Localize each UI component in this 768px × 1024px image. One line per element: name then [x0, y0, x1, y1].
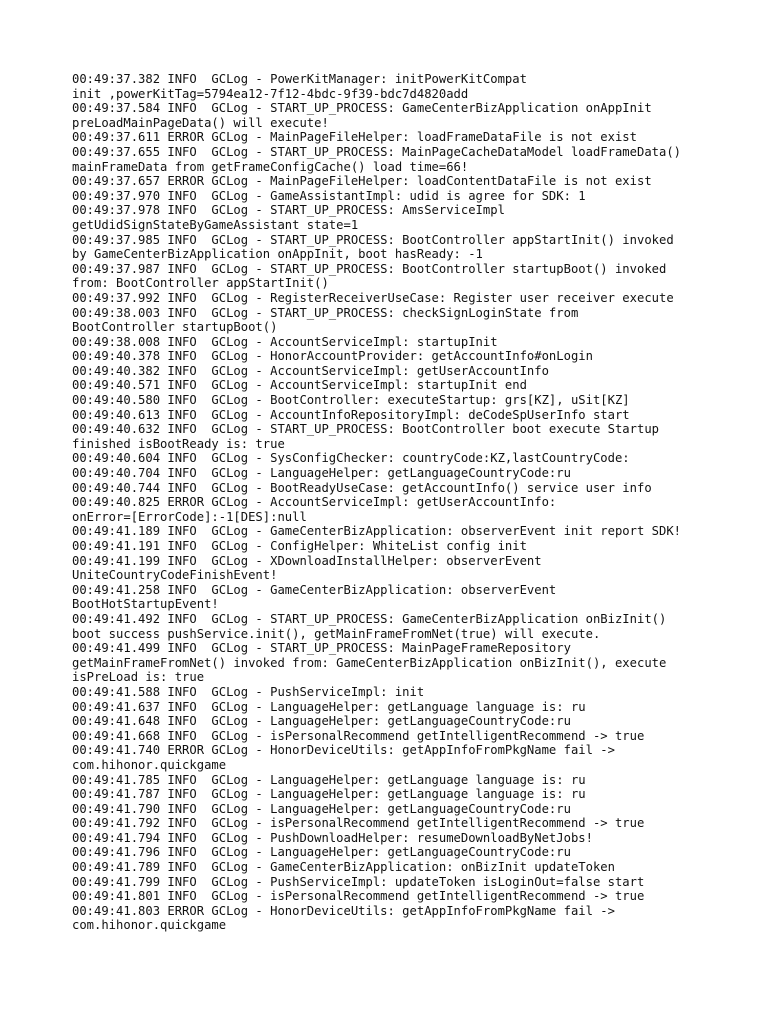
log-line: 00:49:41.803 ERROR GCLog - HonorDeviceUtils: getAppInfoFromPkgName fail ->	[72, 903, 615, 918]
log-line: 00:49:41.792 INFO GCLog - isPersonalRecommend getIntelligentRecommend -> true	[72, 816, 645, 831]
log-line: 00:49:41.492 INFO GCLog - START_UP_PROCESS: GameCenterBizApplication onBizInit()	[72, 611, 667, 626]
log-line: 00:49:38.003 INFO GCLog - START_UP_PROCESS: checkSignLoginState from	[72, 305, 579, 320]
log-line: 00:49:37.655 INFO GCLog - START_UP_PROCESS: MainPageCacheDataModel loadFrameData()	[72, 144, 682, 159]
log-line: BootHotStartupEvent!	[72, 597, 219, 612]
log-line: 00:49:41.796 INFO GCLog - LanguageHelper: getLanguageCountryCode:ru	[72, 845, 571, 860]
log-line: mainFrameData from getFrameConfigCache() load time=66!	[72, 159, 469, 174]
log-line: by GameCenterBizApplication onAppInit, boot hasReady: -1	[72, 247, 483, 262]
log-line: 00:49:41.258 INFO GCLog - GameCenterBizApplication: observerEvent	[72, 582, 557, 597]
log-line: 00:49:38.008 INFO GCLog - AccountServiceImpl: startupInit	[72, 334, 498, 349]
log-line: isPreLoad is: true	[72, 670, 205, 685]
log-line: 00:49:37.611 ERROR GCLog - MainPageFileHelper: loadFrameDataFile is not exist	[72, 130, 637, 145]
log-line: preLoadMainPageData() will execute!	[72, 115, 329, 130]
log-line: 00:49:40.704 INFO GCLog - LanguageHelper: getLanguageCountryCode:ru	[72, 466, 571, 481]
log-line: 00:49:41.740 ERROR GCLog - HonorDeviceUtils: getAppInfoFromPkgName fail ->	[72, 743, 615, 758]
log-line: 00:49:41.787 INFO GCLog - LanguageHelper: getLanguage language is: ru	[72, 787, 586, 802]
log-line: 00:49:41.588 INFO GCLog - PushServiceImpl: init	[72, 684, 425, 699]
log-line: boot success pushService.init(), getMainFrameFromNet(true) will execute.	[72, 626, 601, 641]
log-line: 00:49:40.613 INFO GCLog - AccountInfoRepositoryImpl: deCodeSpUserInfo start	[72, 407, 630, 422]
log-line: getMainFrameFromNet() invoked from: GameCenterBizApplication onBizInit(), execute	[72, 655, 667, 670]
log-line: 00:49:37.987 INFO GCLog - START_UP_PROCESS: BootController startupBoot() invoked	[72, 261, 667, 276]
log-line: 00:49:41.799 INFO GCLog - PushServiceImpl: updateToken isLoginOut=false start	[72, 874, 645, 889]
log-line: 00:49:41.801 INFO GCLog - isPersonalRecommend getIntelligentRecommend -> true	[72, 889, 645, 904]
log-line: 00:49:37.992 INFO GCLog - RegisterReceiverUseCase: Register user receiver execute	[72, 290, 674, 305]
log-line: 00:49:37.584 INFO GCLog - START_UP_PROCESS: GameCenterBizApplication onAppInit	[72, 101, 652, 116]
log-document	[72, 72, 712, 933]
log-line: 00:49:41.790 INFO GCLog - LanguageHelper: getLanguageCountryCode:ru	[72, 801, 571, 816]
log-line: 00:49:40.632 INFO GCLog - START_UP_PROCESS: BootController boot execute Startup	[72, 422, 659, 437]
log-line: UniteCountryCodeFinishEvent!	[72, 568, 278, 583]
log-line: 00:49:37.657 ERROR GCLog - MainPageFileHelper: loadContentDataFile is not exist	[72, 174, 652, 189]
log-line: 00:49:41.668 INFO GCLog - isPersonalRecommend getIntelligentRecommend -> true	[72, 728, 645, 743]
log-line: 00:49:40.378 INFO GCLog - HonorAccountProvider: getAccountInfo#onLogin	[72, 349, 593, 364]
log-line: 00:49:37.985 INFO GCLog - START_UP_PROCESS: BootController appStartInit() invoked	[72, 232, 674, 247]
log-line: 00:49:41.789 INFO GCLog - GameCenterBizApplication: onBizInit updateToken	[72, 860, 615, 875]
log-line: BootController startupBoot()	[72, 320, 278, 335]
log-line: 00:49:41.648 INFO GCLog - LanguageHelper: getLanguageCountryCode:ru	[72, 714, 571, 729]
log-line: getUdidSignStateByGameAssistant state=1	[72, 217, 359, 232]
log-line: 00:49:37.970 INFO GCLog - GameAssistantImpl: udid is agree for SDK: 1	[72, 188, 586, 203]
log-line: 00:49:41.637 INFO GCLog - LanguageHelper: getLanguage language is: ru	[72, 699, 586, 714]
log-line: 00:49:37.978 INFO GCLog - START_UP_PROCESS: AmsServiceImpl	[72, 203, 505, 218]
log-line: 00:49:37.382 INFO GCLog - PowerKitManager: initPowerKitCompat	[72, 72, 527, 86]
log-body	[72, 72, 712, 933]
log-line: 00:49:40.580 INFO GCLog - BootController: executeStartup: grs[KZ], uSit[KZ]	[72, 393, 630, 408]
log-line: 00:49:40.744 INFO GCLog - BootReadyUseCase: getAccountInfo() service user info	[72, 480, 652, 495]
log-line: 00:49:41.785 INFO GCLog - LanguageHelper: getLanguage language is: ru	[72, 772, 586, 787]
log-line: 00:49:41.199 INFO GCLog - XDownloadInstallHelper: observerEvent	[72, 553, 542, 568]
log-line: 00:49:40.571 INFO GCLog - AccountServiceImpl: startupInit end	[72, 378, 527, 393]
log-line: 00:49:40.382 INFO GCLog - AccountServiceImpl: getUserAccountInfo	[72, 363, 549, 378]
log-line: 00:49:41.794 INFO GCLog - PushDownloadHelper: resumeDownloadByNetJobs!	[72, 830, 593, 845]
log-line: 00:49:41.191 INFO GCLog - ConfigHelper: WhiteList config init	[72, 539, 527, 553]
log-line: onError=[ErrorCode]:-1[DES]:null	[72, 509, 307, 524]
log-line: 00:49:40.825 ERROR GCLog - AccountServiceImpl: getUserAccountInfo:	[72, 495, 557, 510]
log-line: com.hihonor.quickgame	[72, 757, 227, 772]
log-line: init ,powerKitTag=5794ea12-7f12-4bdc-9f39-bdc7d4820add	[72, 86, 469, 101]
log-line: 00:49:41.499 INFO GCLog - START_UP_PROCESS: MainPageFrameRepository	[72, 641, 571, 656]
log-line: 00:49:41.189 INFO GCLog - GameCenterBizApplication: observerEvent init report SDK!	[72, 524, 682, 539]
log-line: 00:49:40.604 INFO GCLog - SysConfigChecker: countryCode:KZ,lastCountryCode:	[72, 451, 630, 466]
log-line: from: BootController appStartInit()	[72, 276, 329, 291]
log-line: com.hihonor.quickgame	[72, 918, 227, 933]
log-line: finished isBootReady is: true	[72, 436, 285, 451]
